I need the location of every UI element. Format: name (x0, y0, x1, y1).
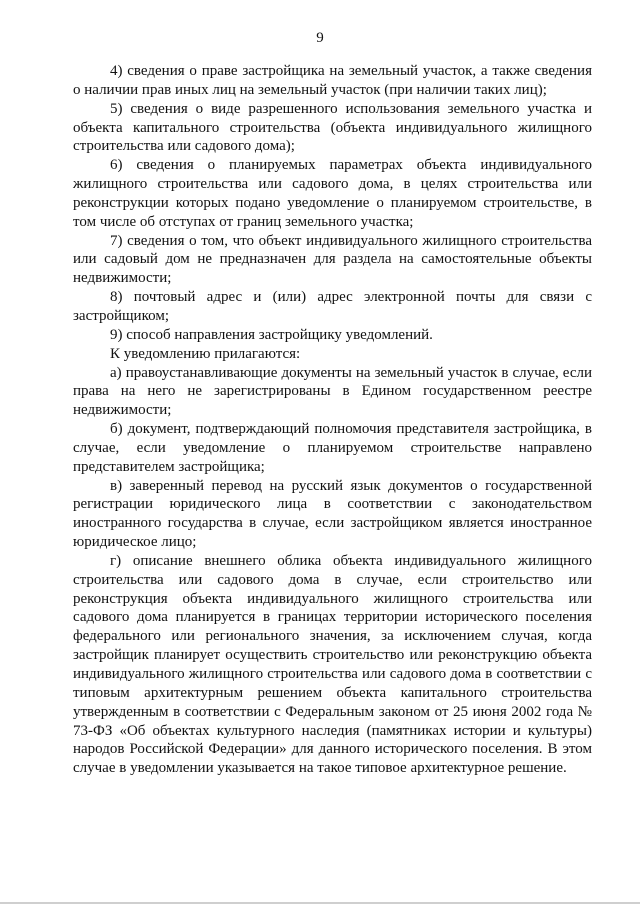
attachment-g: г) описание внешнего облика объекта индивидуального жилищного строительства или садового дома в случае, если строительство или реконструкция объекта индивидуального жилищного строительства или садового дома планируется в границах территории исторического поселения федерального или регионального значения, за исключением случая, когда застройщик планирует осуществить строительство или реконструкцию объекта индивидуального жилищного строительства или садового дома в соответствии с типовым архитектурным решением объекта капитального строительства утвержденным в соответствии с Федеральным законом от 25 июня 2002 года № 73-ФЗ «Об объектах культурного наследия (памятниках истории и культуры) народов Российской Федерации» для данного исторического поселения. В этом случае в уведомлении указывается на такое типовое архитектурное решение. (73, 552, 592, 777)
page-bottom-edge (0, 902, 640, 904)
paragraph-item-4: 4) сведения о праве застройщика на земельный участок, а также сведения о наличии прав иных лиц на земельный участок (при наличии таких лиц); (73, 63, 592, 98)
attachments-heading: К уведомлению прилагаются: (110, 345, 301, 362)
paragraph-item-9: 9) способ направления застройщику уведомлений. (110, 326, 433, 343)
paragraph-item-8: 8) почтовый адрес и (или) адрес электронной почты для связи с застройщиком; (73, 289, 592, 324)
document-body (73, 62, 592, 778)
page-number: 9 (316, 30, 324, 46)
attachment-v: в) заверенный перевод на русский язык документов о государственной регистрации юридического лица в соответствии с законодательством иностранного государства в случае, если застройщиком является иностранное юридическое лицо; (73, 477, 592, 551)
paragraph-item-5: 5) сведения о виде разрешенного использования земельного участка и объекта капитального строительства (объекта индивидуального жилищного строительства или садового дома); (73, 100, 592, 155)
paragraph-item-7: 7) сведения о том, что объект индивидуального жилищного строительства или садовый дом не предназначен для раздела на самостоятельные объекты недвижимости; (73, 232, 592, 287)
attachment-b: б) документ, подтверждающий полномочия представителя застройщика, в случае, если уведомление о планируемом строительстве направлено представителем застройщика; (73, 421, 592, 475)
attachment-a: а) правоустанавливающие документы на земельный участок в случае, если права на него не зарегистрированы в Едином государственном реестре недвижимости; (73, 364, 592, 419)
paragraph-item-6: 6) сведения о планируемых параметрах объекта индивидуального жилищного строительства или садового дома, в целях строительства или реконструкции которых подано уведомление о планируемом строительстве, в том числе об отступах от границ земельного участка; (73, 157, 592, 230)
